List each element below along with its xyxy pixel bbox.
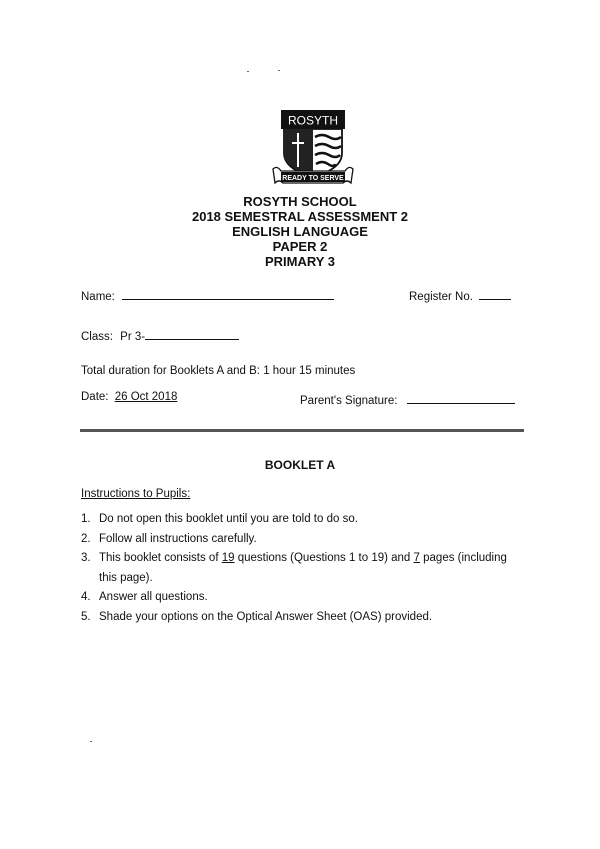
- section-divider: [80, 429, 524, 432]
- class-label: Class:: [81, 331, 113, 343]
- page-count: 7: [413, 552, 420, 564]
- list-item: 1. Do not open this booklet until you are told to do so.: [81, 513, 358, 525]
- scan-speck: [90, 741, 92, 742]
- name-label: Name:: [81, 291, 115, 303]
- name-row: [81, 287, 334, 303]
- booklet-title: BOOKLET A: [264, 458, 336, 472]
- class-field[interactable]: [145, 327, 239, 340]
- list-item: 3. This booklet consists of 19 questions (Questions 1 to 19) and 7 pages (including this page).: [81, 552, 507, 584]
- register-field[interactable]: [479, 287, 511, 300]
- assessment-title: 2018 SEMESTRAL ASSESSMENT 2: [191, 209, 408, 224]
- register-label: Register No.: [409, 291, 473, 303]
- crest-icon: [271, 107, 361, 189]
- signature-field[interactable]: [407, 391, 515, 404]
- instructions-heading: Instructions to Pupils:: [81, 488, 191, 500]
- date-label: Date:: [81, 391, 109, 403]
- signature-row: [300, 391, 515, 407]
- list-item: 5. Shade your options on the Optical Answer Sheet (OAS) provided.: [81, 610, 433, 623]
- list-item: 2. Follow all instructions carefully.: [81, 532, 257, 545]
- school-crest-logo: [271, 107, 361, 189]
- date-row: [81, 391, 177, 403]
- name-field[interactable]: [122, 287, 334, 300]
- signature-label: Parent's Signature:: [300, 395, 398, 407]
- list-item: 4. Answer all questions.: [81, 591, 208, 603]
- scan-speck: [247, 71, 249, 72]
- school-name: ROSYTH SCHOOL: [243, 194, 357, 209]
- question-count: 19: [221, 552, 235, 564]
- crest-motto-text: READY TO SERVE: [282, 175, 344, 182]
- scan-speck: [278, 70, 280, 71]
- subject-title: ENGLISH LANGUAGE: [232, 224, 368, 239]
- paper-title: PAPER 2: [272, 239, 328, 254]
- register-row: [409, 287, 511, 303]
- crest-top-text: ROSYTH: [287, 113, 339, 128]
- duration-text: Total duration for Booklets A and B: 1 hour 15 minutes: [81, 365, 356, 377]
- class-row: [81, 327, 239, 343]
- instructions-list: [81, 510, 521, 627]
- class-prefix: Pr 3-: [120, 331, 146, 343]
- level-title: PRIMARY 3: [264, 254, 336, 269]
- date-value: 26 Oct 2018: [114, 391, 178, 403]
